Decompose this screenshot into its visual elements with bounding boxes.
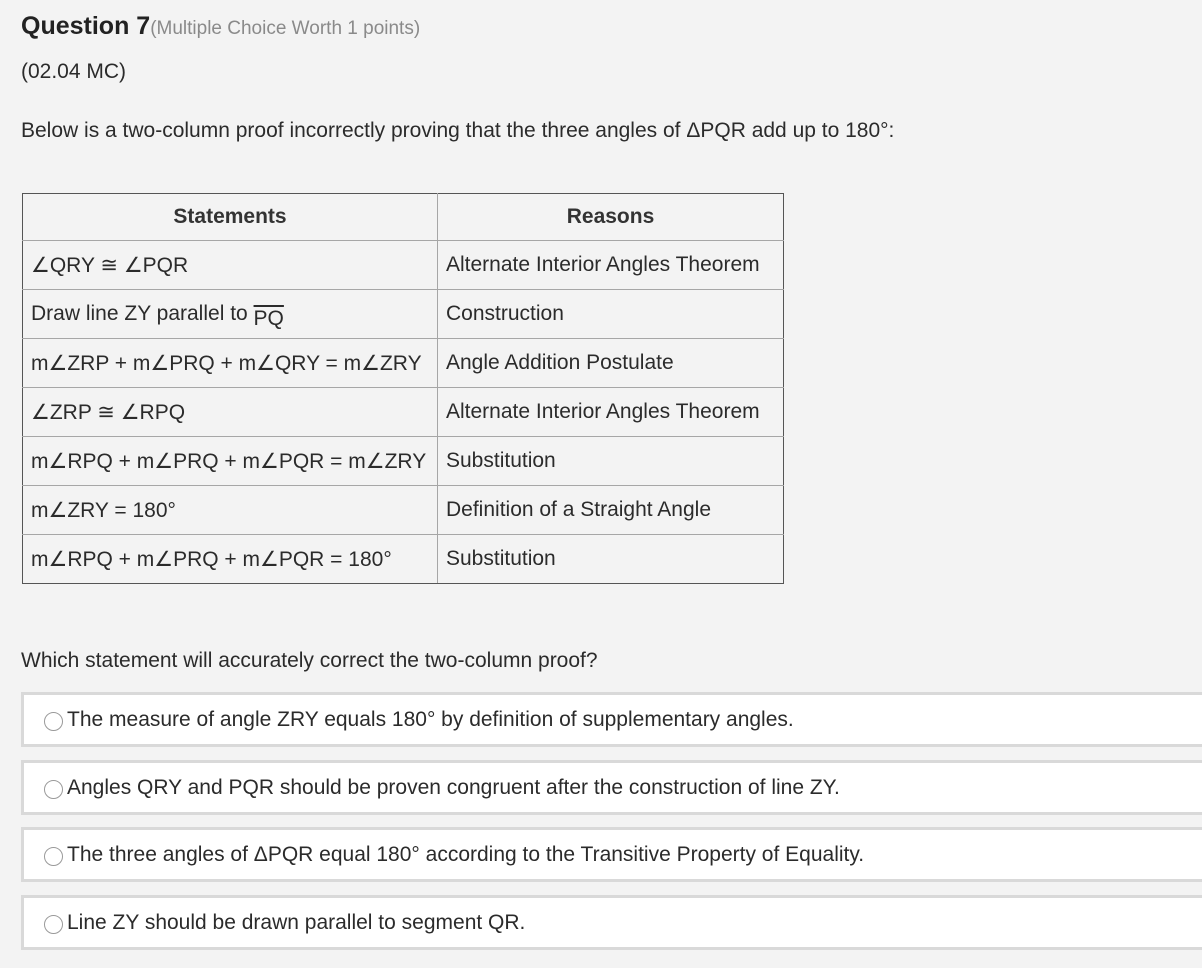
segment-pq: $\overline{PQ}$: [253, 307, 284, 330]
proof-table: [22, 193, 784, 584]
statement-cell: m∠RPQ + m∠PRQ + m∠PQR = m∠ZRY: [23, 437, 438, 486]
table-row: [23, 388, 784, 437]
radio-button[interactable]: [44, 847, 63, 866]
radio-button[interactable]: [44, 712, 63, 731]
radio-button[interactable]: [44, 915, 63, 934]
statement-cell: [23, 290, 438, 339]
reasons-header: Reasons: [438, 194, 784, 241]
question-prompt: Which statement will accurately correct the two-column proof?: [21, 649, 598, 672]
reason-cell: Definition of a Straight Angle: [438, 486, 784, 535]
statement-text: Draw line ZY parallel to: [31, 302, 254, 325]
statement-cell: m∠RPQ + m∠PRQ + m∠PQR = 180°: [23, 535, 438, 584]
reason-cell: Substitution: [438, 535, 784, 584]
statement-cell: ∠QRY ≅ ∠PQR: [23, 241, 438, 290]
statement-cell: m∠ZRY = 180°: [23, 486, 438, 535]
choice-label: The three angles of ΔPQR equal 180° according to the Transitive Property of Equality.: [67, 842, 865, 866]
reason-cell: Substitution: [438, 437, 784, 486]
choice-label: The measure of angle ZRY equals 180° by definition of supplementary angles.: [67, 707, 794, 731]
choice-label: Angles QRY and PQR should be proven congruent after the construction of line ZY.: [67, 775, 840, 799]
proof-header-row: [23, 194, 784, 241]
answer-choice-1[interactable]: [21, 692, 1202, 747]
answer-choice-3[interactable]: [21, 827, 1202, 882]
table-row: [23, 437, 784, 486]
reason-cell: Construction: [438, 290, 784, 339]
question-intro: Below is a two-column proof incorrectly proving that the three angles of ΔPQR add up to 180°:: [21, 119, 895, 142]
question-header: [21, 12, 420, 41]
reason-cell: Angle Addition Postulate: [438, 339, 784, 388]
table-row: [23, 339, 784, 388]
statement-cell: m∠ZRP + m∠PRQ + m∠QRY = m∠ZRY: [23, 339, 438, 388]
answer-choice-2[interactable]: [21, 760, 1202, 815]
reason-cell: Alternate Interior Angles Theorem: [438, 241, 784, 290]
statements-header: Statements: [23, 194, 438, 241]
answer-choice-4[interactable]: [21, 895, 1202, 950]
radio-button[interactable]: [44, 780, 63, 799]
reason-cell: Alternate Interior Angles Theorem: [438, 388, 784, 437]
choice-label: Line ZY should be drawn parallel to segment QR.: [67, 910, 526, 934]
question-title: Question 7: [21, 12, 151, 40]
question-worth: (Multiple Choice Worth 1 points): [150, 18, 421, 39]
table-row: [23, 290, 784, 339]
table-row: [23, 535, 784, 584]
statement-cell: ∠ZRP ≅ ∠RPQ: [23, 388, 438, 437]
question-code: (02.04 MC): [21, 60, 127, 83]
table-row: [23, 241, 784, 290]
table-row: [23, 486, 784, 535]
